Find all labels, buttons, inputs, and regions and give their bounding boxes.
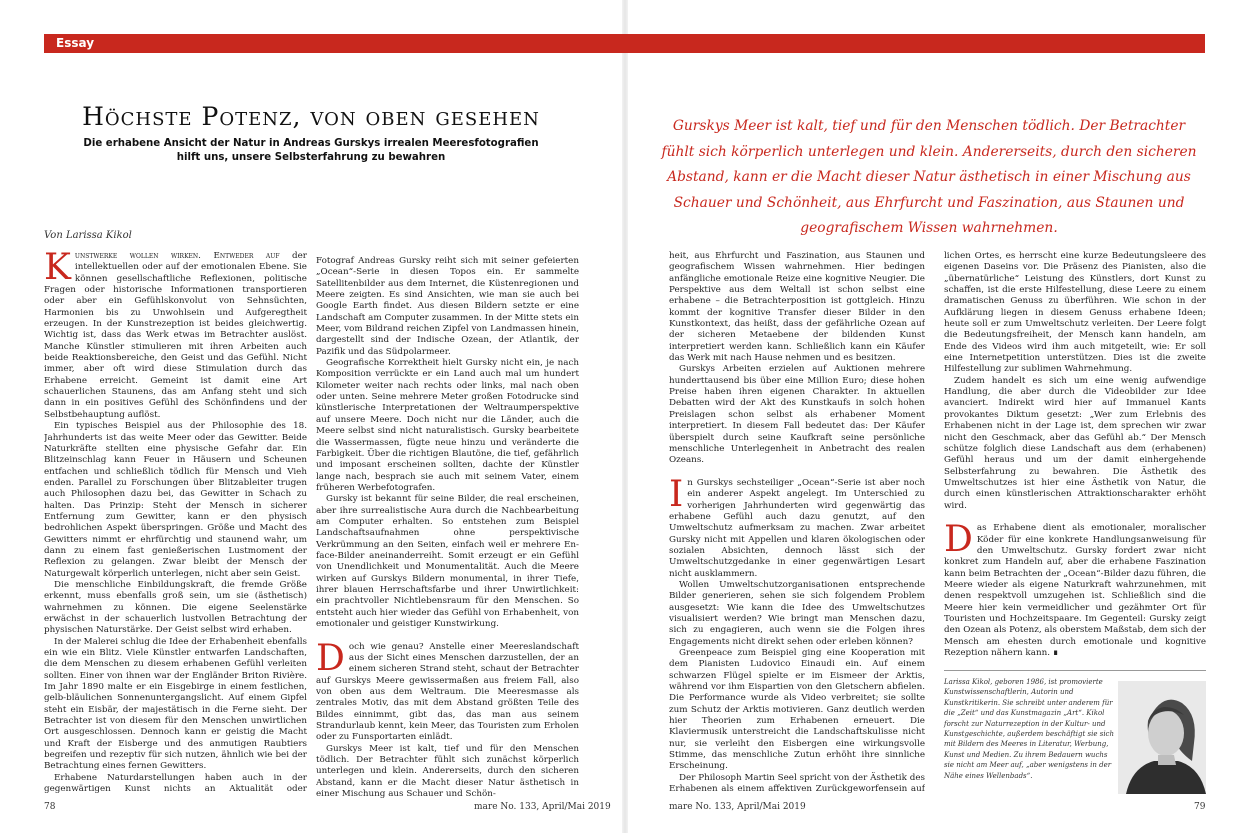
text-column-4 xyxy=(944,251,1206,671)
page-gutter xyxy=(622,0,628,833)
paragraph: Fotograf Andreas Gursky reiht sich mit seiner gefeierten „Ocean“-Serie in diesen Topos ein. Er sammelte Satellitenbilder aus dem Internet, die Küstenregionen und Meere zeigten. Es sind Ansichten, wie man sie auch bei Google Earth findet. Aus diesen Bildern setzte er eine Landschaft am Computer zusammen. In der Mitte stets ein Meer, vom Bildrand reichen Zipfel von Landmassen hinein, dargestellt sind der Indische Ozean, der Atlantik, der Pazifik und das Südpolarmeer. xyxy=(316,256,579,357)
article-deck: Die erhabene Ansicht der Natur in Andreas Gurskys irrealen Meeresfotografien hilft uns, unsere Selbsterfahrung zu bewahren xyxy=(83,138,539,163)
paragraph-text: der intellektuellen oder auf der emotionalen Ebene. Sie können gesellschaftliche Reflexionen, politische Fragen oder historische Informationen transportieren oder aber ein Gefühlskonvolut von Sehnsüchten, Harmonien bis zu Unwohlsein und Aufgeregtheit erzeugen. In der Kunstrezeption ist beides gleichwertig. Wichtig ist, dass das Werk etwas im Betrachter auslöst. Manche Künstler stimulieren mit ihren Arbeiten auch beide Reaktionsbereiche, den Geist und das Gefühl. Nicht immer, aber oft wird diese Stimulation durch das Erhabene erreicht. Gemeint ist damit eine Art schauerlichen Staunens, das am Anfang steht und sich dann in ein positives Gefühl des Schönfindens und der Selbstbehauptung auflöst. xyxy=(44,251,307,420)
issue-line-left: mare No. 133, April/Mai 2019 xyxy=(474,802,611,812)
paragraph xyxy=(669,473,925,580)
paragraph-text: n Gurskys sechsteiliger „Ocean“-Serie ist aber noch ein anderer Aspekt angelegt. Im Unterschied zu vorherigen Jahrhunderten wird gegenwärtig das erhabene Gefühl auch dazu genutzt, auf den Umweltschutz aufmerksam zu machen. Zwar arbeitet Gursky nicht mit Appellen und klaren ökologischen oder sozialen Absichten, dennoch lässt sich der Umweltschutzgedanke in einer gegenwärtigen Lesart nicht ausklammern. xyxy=(669,477,925,579)
page-number-right: 79 xyxy=(1194,802,1206,812)
drop-cap: D xyxy=(316,637,345,679)
paragraph: heit, aus Ehrfurcht und Faszination, aus Staunen und geografischem Wissen wahrnehmen. Hier bedingen anfängliche emotionale Reize eine kognitive Neugier. Die Perspektive aus dem Weltall ist schon selbst eine erhabene – die Betrachterposition ist gottgleich. Hinzu kommt der kognitive Transfer dieser Bilder in den Kunstkontext, das heißt, dass der gefährliche Ozean auf der sicheren Metaebene der bildenden Kunst interpretiert werden kann. Schließlich kann ein Käufer das Werk mit nach Hause nehmen und es besitzen. xyxy=(669,251,925,364)
paragraph: Die menschliche Einbildungskraft, die fremde Größe erkennt, muss ebenfalls groß sein, um sie (ästhetisch) wahrnehmen zu können. Die eigene Seelenstärke erwächst in der schauerlich lustvollen Betrachtung der physischen Naturstärke. Der Geist selbst wird erhaben. xyxy=(44,579,307,636)
paragraph: Wollen Umweltschutzorganisationen entsprechende Bilder generieren, sehen sie sich folgendem Problem ausgesetzt: Wie kann die Idee des Umweltschutzes visualisiert werden? Wie bringt man Menschen dazu, sich zu engagieren, auch wenn sie die Folgen ihres Engagements nicht direkt sehen oder erleben können? xyxy=(669,579,925,647)
paragraph: Gurskys Arbeiten erzielen auf Auktionen mehrere hunderttausend bis über eine Million Euro; diese hohen Preise haben ihren eigenen Charakter. In aktuellen Debatten wird der Akt des Kunstkaufs in solch hohen Preislagen schon selbst als erhabener Moment interpretiert. In diesem Fall bedeutet das: Der Käufer überspielt durch seine Kaufkraft seine persönliche menschliche Unterlegenheit in Anbetracht des realen Ozeans. xyxy=(669,364,925,466)
text-column-3 xyxy=(669,251,925,793)
author-bio: Larissa Kikol, geboren 1986, ist promovierte Kunstwissenschaftlerin, Autorin und Kunstkritikerin. Sie schreibt unter anderem für die „Zeit“ und das Kunstmagazin „Art“. Kikol forscht zur Naturrezeption in der Kultur- und Kunstgeschichte, außerdem beschäftigt sie sich mit Bildern des Meeres in Literatur, Werbung, Kunst und Medien. Zu ihrem Bedauern wuchs sie nicht am Meer auf, „aber wenigstens in der Nähe eines Wellenbads“. xyxy=(944,678,1114,780)
author-bio-box xyxy=(944,670,1206,799)
paragraph: Ein typisches Beispiel aus der Philosophie des 18. Jahrhunderts ist das weite Meer oder das Gewitter. Beide Naturkräfte stellten eine physische Gefahr dar. Ein Blitzeinschlag kann Feuer in Häusern und Scheunen entfachen und schließlich tödlich für Mensch und Vieh enden. Parallel zu Forschungen über Blitzableiter trugen auch Philosophen dazu bei, das Gewitter in Schach zu halten. Das Prinzip: Steht der Mensch in sicherer Entfernung zum Gewitter, kann er den physisch bedrohlichen Aspekt überspringen. Größe und Macht des Gewitters nimmt er ehrfürchtig und staunend wahr, um dann zu einem fast genießerischen Lustmoment der Reflexion zu gelangen. Zwar bleibt der Mensch der Naturgewalt körperlich unterlegen, nicht aber sein Geist. xyxy=(44,421,307,579)
lead-in-smallcaps: unstwerke wollen wirken. Entweder auf xyxy=(74,251,280,261)
paragraph xyxy=(44,251,307,421)
issue-line-right: mare No. 133, April/Mai 2019 xyxy=(669,802,806,812)
paragraph-text: och wie genau? Anstelle einer Meereslandschaft aus der Sicht eines Menschen darzustellen, der an einem sicheren Strand steht, schaut der Betrachter auf Gurskys Meere gewissermaßen aus freiem Fall, also von oben aus dem Weltraum. Die Meeresmasse als zentrales Motiv, das mit dem Abstand größten Teile des Bildes einnimmt, gibt das, das man aus seinem Strandurlaub kennt, kein Meer, das Touristen zum Erholen oder zu Funsportarten einlädt. xyxy=(316,641,579,743)
drop-cap: D xyxy=(944,519,973,561)
paragraph: In der Malerei schlug die Idee der Erhabenheit ebenfalls ein wie ein Blitz. Viele Künstler entwarfen Landschaften, die dem Menschen zu diesem erhabenen Gefühl verleiten sollten. Einer von ihnen war der Engländer Briton Rivière. Im Jahr 1890 malte er ein Eisgebirge in einem festlichen, gelb-bläulichen Sonnenuntergangslicht. Auf einem Gipfel steht ein Eisbär, der majestätisch in die Ferne sieht. Der Betrachter ist von diesem für den Menschen unwirtlichen Ort ausgeschlossen. Dennoch kann er geistig die Macht und Kraft der Eisberge und des anmutigen Raubtiers begreifen und rezeptiv für sich nutzen, ähnlich wie bei der Betrachtung eines fernen Gewitters. xyxy=(44,636,307,772)
author-portrait xyxy=(1118,681,1206,794)
paragraph: Greenpeace zum Beispiel ging eine Kooperation mit dem Pianisten Ludovico Einaudi ein. Auf einem schwarzen Flügel spielte er im Eismeer der Arktis, während vor ihm Eispartien von den Gletschern abfielen. Die Performance wurde als Video verbreitet; sie sollte zum Schutz der Arktis motivieren. Ganz deutlich werden hier Theorien zum Erhabenen erneuert. Die Klaviermusik unterstreicht die Landschaftskulisse nicht nur, sie verleiht den Eisbergen eine wirkungsvolle Stimme, das menschliche Zutun erhöht ihre sinnliche Erscheinung. xyxy=(669,648,925,772)
paragraph: Gurskys Meer ist kalt, tief und für den Menschen tödlich. Der Betrachter fühlt sich zunächst körperlich unterlegen und klein. Andererseits, durch den sicheren Abstand, kann er die Macht dieser Natur ästhetisch in einer Mischung aus Schauer und Schön- xyxy=(316,743,579,798)
paragraph: lichen Ortes, es herrscht eine kurze Bedeutungsleere des eigenen Daseins vor. Die Präsenz des Pianisten, also die „übernatürliche“ Leistung des Künstlers, dort Kunst zu schaffen, ist die erste Hilfestellung, diese Leere zu einem dramatischen Genuss zu überführen. Wie schon in der Aufklärung liegen in diesem Genuss erhabene Ideen; heute soll er zum Umweltschutz verleiten. Der Leere folgt die Bedeutungsfreiheit, der Mensch kann handeln, am Ende des Videos wird ihm auch mitgeteilt, wie: Er soll eine Internetpetition unterstützen. Dies ist die zweite Hilfestellung zur sublimen Wahrnehmung. xyxy=(944,251,1206,375)
end-mark: ∎ xyxy=(1052,648,1059,659)
paragraph-text: as Erhabene dient als emotionaler, moralischer Köder für eine konkrete Handlungsanweisung für den Umweltschutz. Gursky fordert zwar nicht konkret zum Handeln auf, aber die erhabene Faszination kann beim Betrachten der „Ocean“-Bilder dazu führen, die Meere wieder als eigene Naturkraft wahrzunehmen, mit denen respektvoll umzugehen ist. Schließlich sind die Meere hier kein vermeidlicher und gezähmter Ort für Touristen und Hochzeitspaare. Im Gegenteil: Gursky zeigt den Ozean als Potenz, als oberstem Maßstab, dem sich der Mensch am ehesten durch emotionale und kognitive Rezeption nähern kann. xyxy=(944,523,1206,659)
text-column-1 xyxy=(44,251,307,793)
paragraph: Geografische Korrektheit hielt Gursky nicht ein, je nach Komposition verrückte er ein Land auch mal um hundert Kilometer weiter nach rechts oder links, mal nach oben oder unten. Seine mehrere Meter großen Fotodrucke sind künstlerische Interpretationen der Weltraumperspektive auf unsere Meere. Doch nicht nur die Länder, auch die Meere selbst sind nicht naturalistisch. Gursky bearbeitete die Wassermassen, fügte neue hinzu und veränderte die Farbigkeit. Über die richtigen Blautöne, die tief, gefährlich und imposant erscheinen sollten, dachte der Künstler lange nach, besprach sie auch mit seinem Vater, einem früheren Werbefotografen. xyxy=(316,358,579,493)
paragraph: Zudem handelt es sich um eine wenig aufwendige Handlung, die aber durch die Videobilder zur Idee avanciert. Indirekt wird hier auf Immanuel Kants provokantes Diktum gesetzt: „Wer zum Erlebnis des Erhabenen nicht in der Lage ist, dem sprechen wir zwar nicht den Geschmack, aber das Gefühl ab.“ Der Mensch schütze folglich diese Landschaft aus dem (erhabenen) Gefühl heraus und um der damit einhergehende Selbsterfahrung zu bewahren. Die Ästhetik des Umweltschutzes ist hier eine Ästhetik von Natur, die durch einen künstlerischen Attraktionscharakter erhöht wird. xyxy=(944,375,1206,511)
drop-cap: I xyxy=(669,473,684,515)
paragraph: Der Philosoph Martin Seel spricht von der Ästhetik des Erhabenen als einem affektiven Zurückgeworfensein auf xyxy=(669,772,925,793)
rubric-bar xyxy=(44,34,1205,53)
paragraph xyxy=(316,637,579,744)
paragraph: Gursky ist bekannt für seine Bilder, die real erscheinen, aber ihre surrealistische Aura durch die Nachbearbeitung am Computer erhalten. So entstehen zum Beispiel Landschaftsaufnahmen ohne perspektivische Verkrümmung an den Seiten, einfach weil er mehrere En-face-Bilder aneinanderreiht. Somit erzeugt er ein Gefühl von Unendlichkeit und Monumentalität. Auch die Meere wirken auf Gurskys Bildern monumental, in ihrer Tiefe, ihrer blauen Herrschaftsfarbe und ihrer Unwirtlichkeit: ein prachtvoller Nichtlebensraum für den Menschen. So entsteht auch hier wieder das Gefühl von Erhabenheit, von emotionaler und geistiger Kunstwirkung. xyxy=(316,494,579,629)
paragraph: Erhabene Naturdarstellungen haben auch in der gegenwärtigen Kunst nichts an Aktualität oder xyxy=(44,772,307,793)
page-number-left: 78 xyxy=(44,802,56,812)
text-column-2 xyxy=(316,256,579,798)
paragraph xyxy=(944,519,1206,659)
drop-cap: K xyxy=(44,251,71,288)
pull-quote: Gurskys Meer ist kalt, tief und für den Menschen tödlich. Der Betrachter fühlt sich körperlich unterlegen und klein. Andererseits, durch den sicheren Abstand, kann er die Macht dieser Natur ästhetisch in einer Mischung aus Schauer und Schönheit, aus Ehrfurcht und Faszination, aus Staunen und geografischem Wissen wahrnehmen. xyxy=(661,118,1197,236)
rubric-label: Essay xyxy=(56,36,95,50)
article-headline: Höchste Potenz, von oben gesehen xyxy=(82,102,540,131)
byline: Von Larissa Kikol xyxy=(44,230,132,241)
